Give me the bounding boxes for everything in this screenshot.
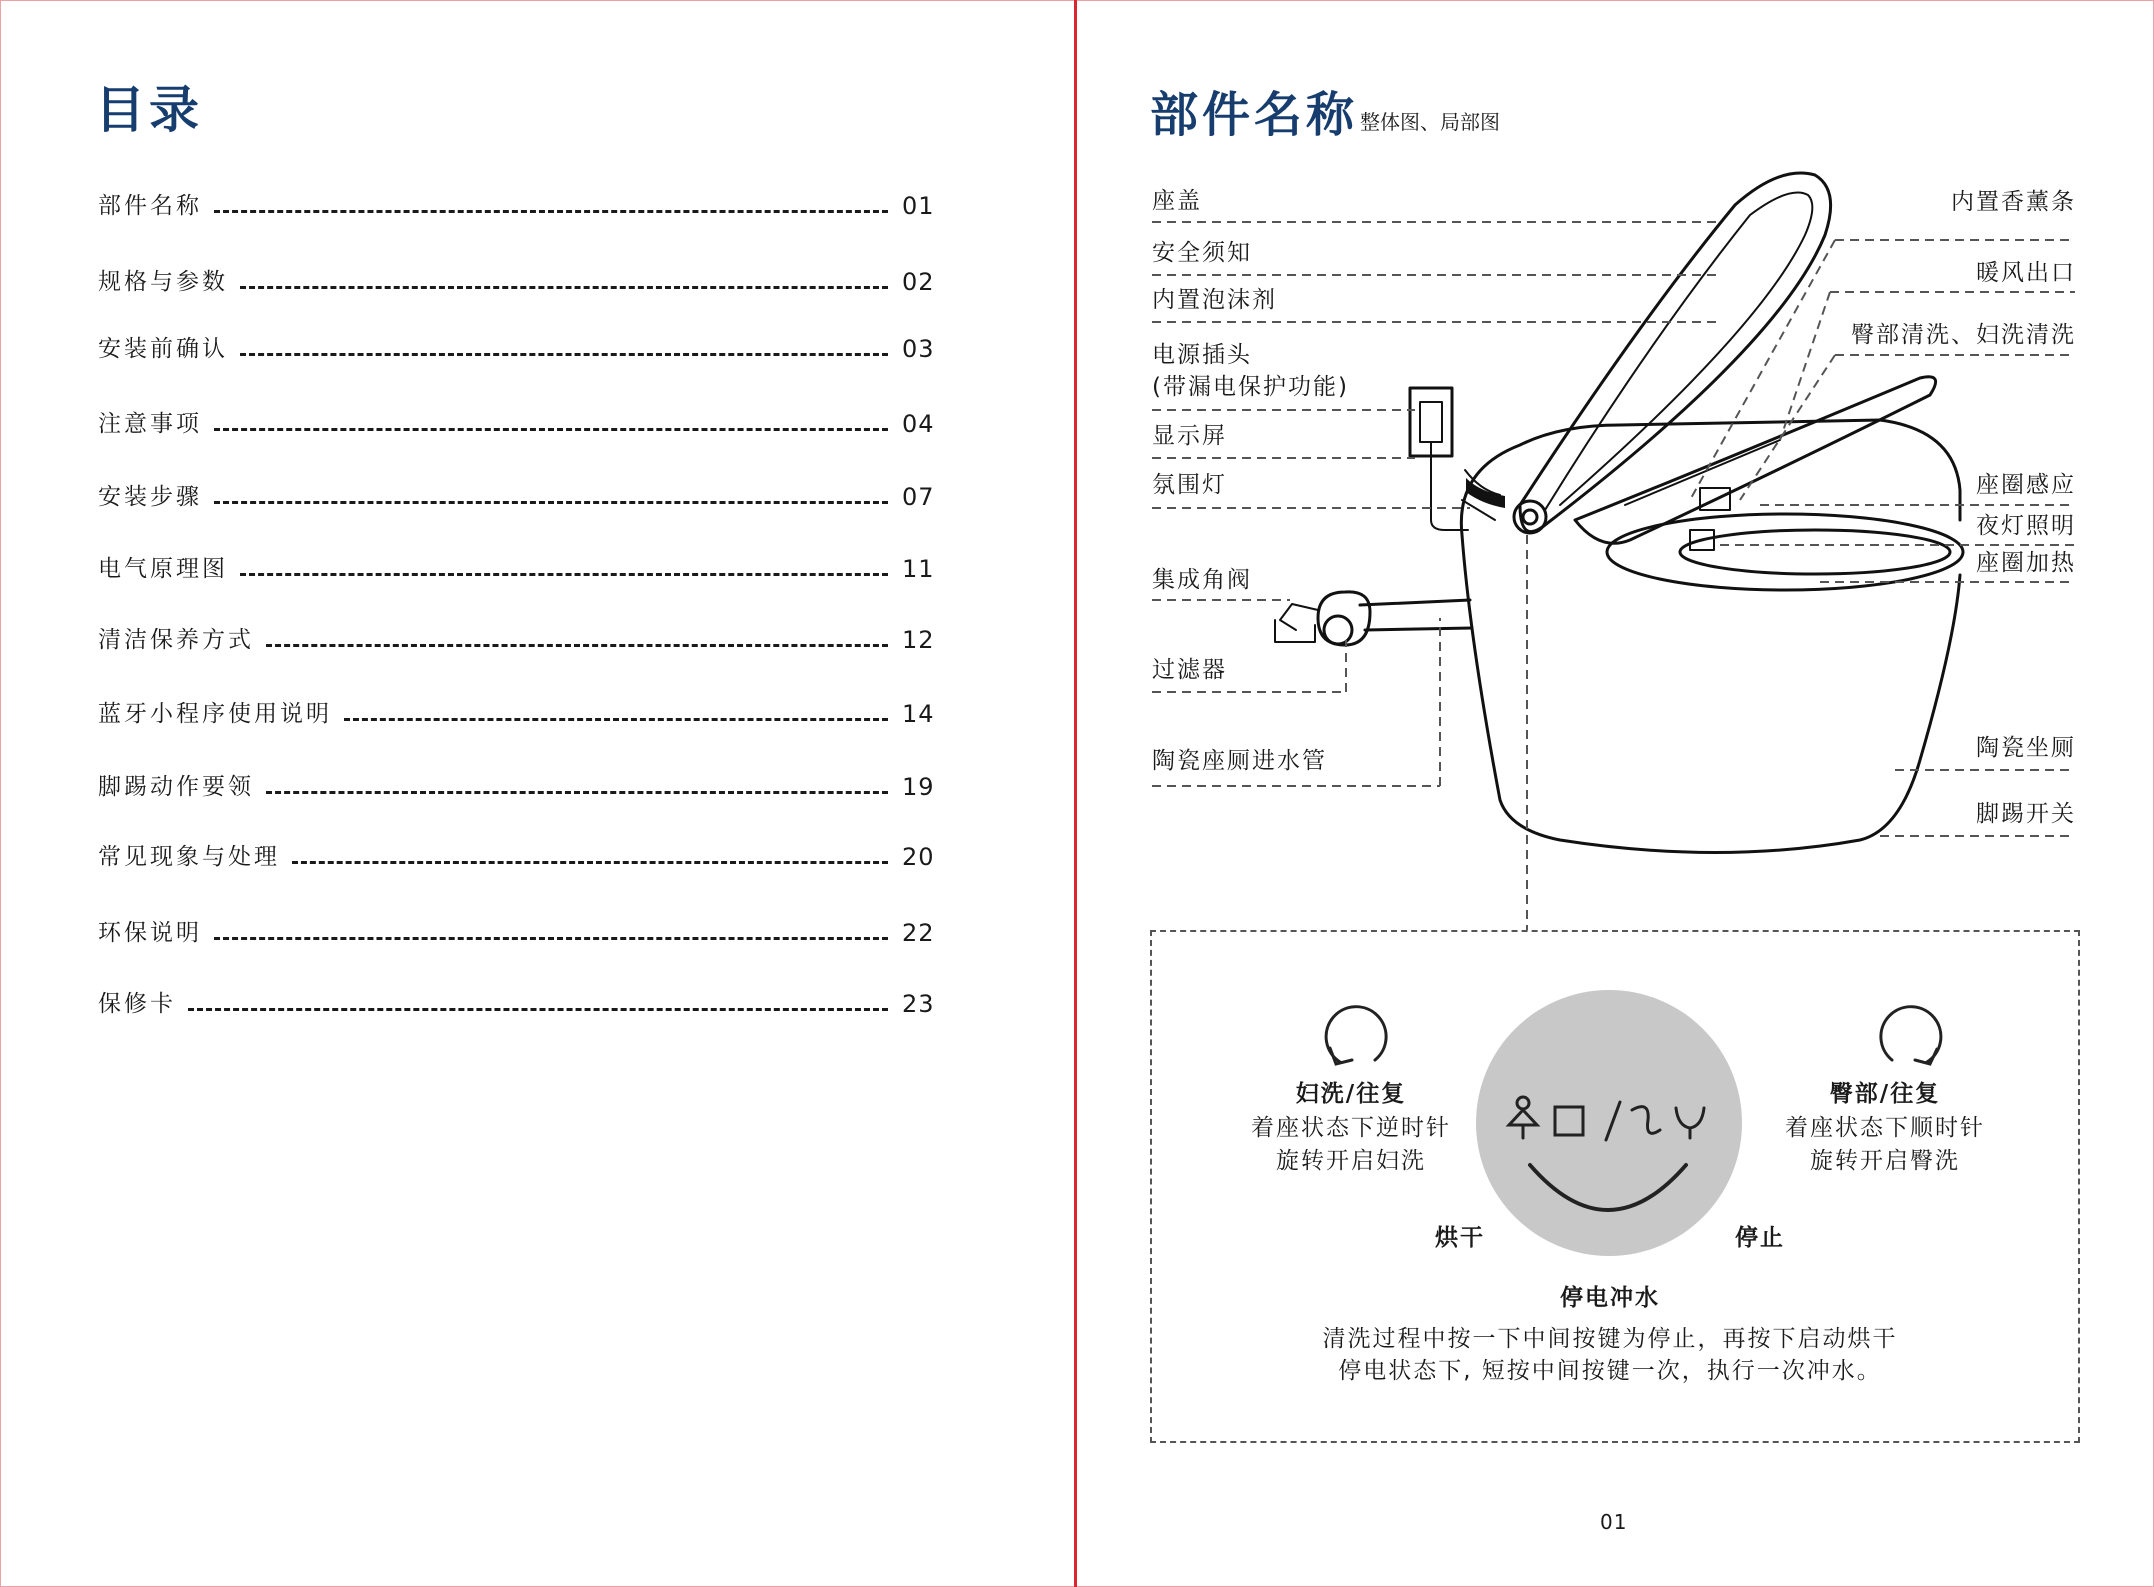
toc-entry-page: 22	[902, 919, 935, 947]
feminine-wash-icon	[1509, 1097, 1537, 1138]
toc-entry-label: 安装前确认	[98, 336, 228, 362]
toc-entry-label: 常见现象与处理	[98, 844, 280, 870]
slash-separator	[1606, 1102, 1620, 1140]
dial-smile-curve	[1530, 1165, 1686, 1210]
counter-clockwise-arrow-icon	[1326, 1007, 1386, 1062]
rear-wash-title: 臀部/往复	[1829, 1081, 1941, 1107]
label-seat-heating: 座圈加热	[1976, 550, 2076, 576]
label-power-plug: 电源插头	[1152, 342, 1252, 368]
stop-label: 停止	[1735, 1225, 1785, 1251]
toc-entry-label: 环保说明	[98, 920, 202, 946]
toc-entry-page: 19	[902, 773, 935, 801]
toc-entry-page: 07	[902, 483, 935, 511]
toc-entry-page: 03	[902, 335, 935, 363]
label-inlet-pipe: 陶瓷座厕进水管	[1152, 748, 1327, 774]
label-seat-lid: 座盖	[1152, 188, 1202, 214]
toc-entry-page: 23	[902, 990, 935, 1018]
label-leakage-protection: (带漏电保护功能)	[1152, 374, 1349, 400]
feminine-wash-line1: 着座状态下逆时针	[1251, 1115, 1451, 1141]
parts-title: 部件名称	[1150, 87, 1359, 143]
label-night-light: 夜灯照明	[1976, 513, 2076, 539]
toc-entry-label: 保修卡	[98, 991, 176, 1017]
label-rear-feminine-wash: 臀部清洗、妇洗清洗	[1851, 322, 2076, 348]
label-ambient-light: 氛围灯	[1152, 472, 1227, 498]
toc-entry-page: 11	[902, 555, 935, 583]
toc-entry-label: 规格与参数	[98, 269, 228, 295]
toc-entry-label: 电气原理图	[98, 556, 228, 582]
toc-entry-label: 脚踢动作要领	[98, 774, 254, 800]
label-display-screen: 显示屏	[1152, 423, 1227, 449]
label-seat-sensor: 座圈感应	[1976, 472, 2076, 498]
feminine-wash-title: 妇洗/往复	[1295, 1081, 1407, 1107]
page-number: 01	[1600, 1510, 1628, 1534]
dry-label: 烘干	[1435, 1225, 1485, 1251]
toc-entry-page: 14	[902, 700, 935, 728]
rear-wash-line1: 着座状态下顺时针	[1785, 1115, 1985, 1141]
stop-square-icon	[1555, 1107, 1583, 1135]
rear-wash-icon	[1676, 1108, 1704, 1138]
toc-entry-label: 蓝牙小程序使用说明	[98, 701, 332, 727]
label-angle-valve: 集成角阀	[1152, 567, 1252, 593]
clockwise-arrow-icon	[1881, 1007, 1941, 1062]
label-kick-switch: 脚踢开关	[1976, 801, 2076, 827]
toc-entry-label: 注意事项	[98, 411, 202, 437]
parts-subtitle: 整体图、局部图	[1360, 110, 1500, 134]
toc-entry-page: 02	[902, 268, 935, 296]
toc-entry-label: 部件名称	[98, 193, 202, 219]
label-aroma-strip: 内置香薰条	[1951, 189, 2076, 215]
label-safety-notice: 安全须知	[1152, 240, 1252, 266]
toc-title: 目录	[95, 81, 203, 139]
toc-entry-page: 12	[902, 626, 935, 654]
rear-wash-line2: 旋转开启臀洗	[1810, 1148, 1960, 1174]
operation-note-line1: 清洗过程中按一下中间按键为停止，再按下启动烘干	[1322, 1326, 1898, 1352]
toc-entry-page: 20	[902, 843, 935, 871]
label-filter: 过滤器	[1152, 657, 1227, 683]
operation-note-line2: 停电状态下, 短按中间按键一次，执行一次冲水。	[1338, 1358, 1882, 1384]
toc-entry-page: 04	[902, 410, 935, 438]
toc-entry-label: 安装步骤	[98, 484, 202, 510]
label-built-in-foam: 内置泡沫剂	[1152, 287, 1277, 313]
toc-entry-label: 清洁保养方式	[98, 627, 254, 653]
feminine-wash-line2: 旋转开启妇洗	[1276, 1148, 1426, 1174]
power-outage-flush-title: 停电冲水	[1560, 1285, 1660, 1311]
dry-wind-icon	[1632, 1107, 1660, 1134]
label-warm-air-outlet: 暖风出口	[1976, 260, 2076, 286]
label-ceramic-toilet: 陶瓷坐厕	[1976, 735, 2076, 761]
toc-entry-page: 01	[902, 192, 935, 220]
